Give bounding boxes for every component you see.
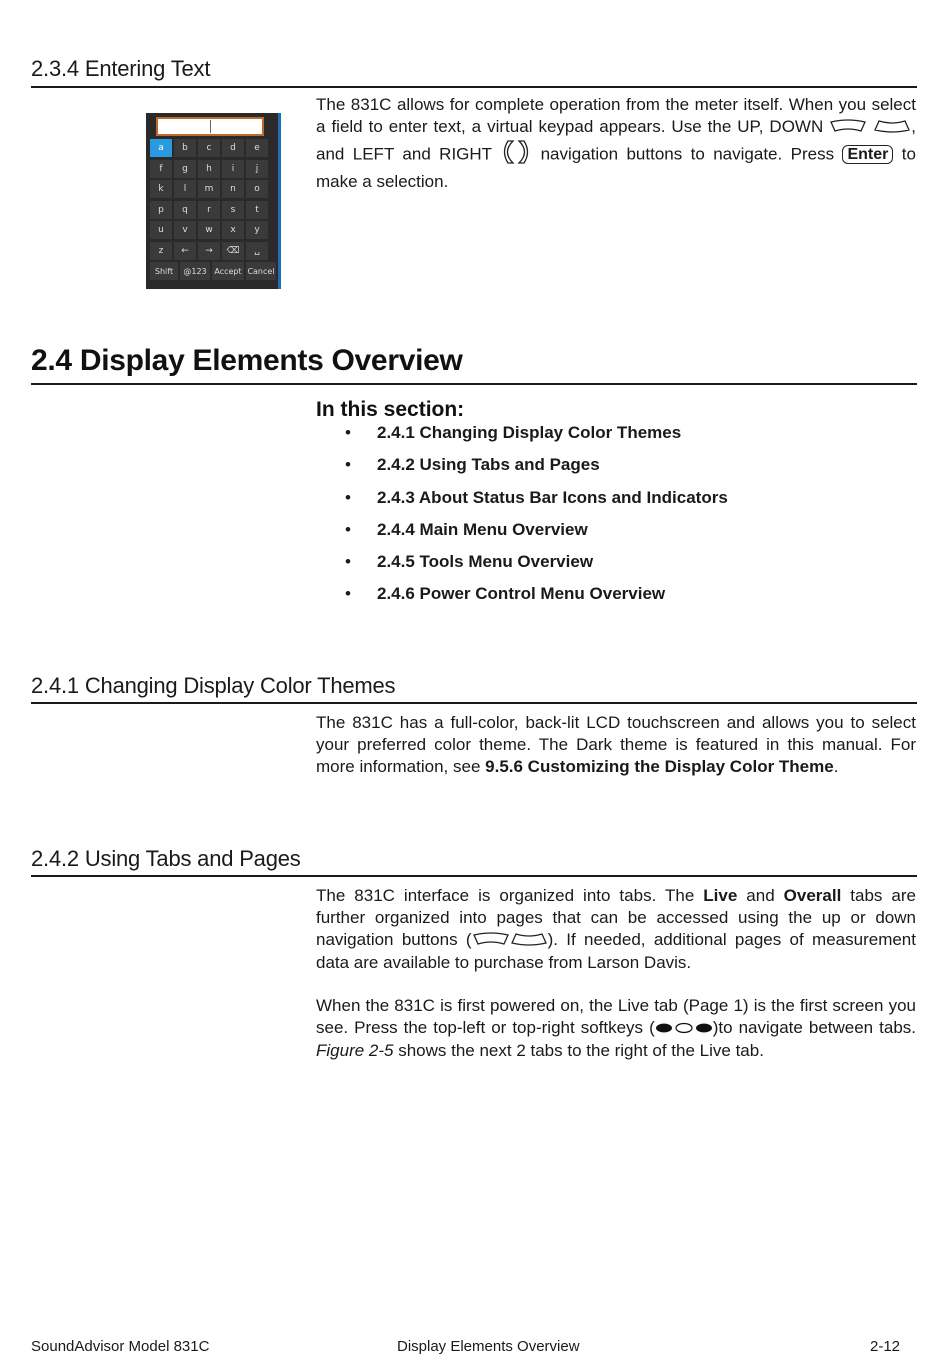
down-button-icon xyxy=(873,117,911,139)
keypad-text-field xyxy=(156,117,264,136)
section-heading-tabs-pages: 2.4.2 Using Tabs and Pages xyxy=(31,846,301,871)
text-cursor xyxy=(210,120,211,133)
toc-link-status-bar[interactable]: • 2.4.3 About Status Bar Icons and Indicators xyxy=(340,485,728,517)
virtual-keypad-image xyxy=(146,113,281,289)
keypad-key: n xyxy=(222,180,244,198)
para-text: The 831C has a full-color, back-lit LCD touchscreen and allows you to select your preferred color theme. The Dark theme is featured in this manual. For more information, see xyxy=(316,713,916,776)
keypad-key: ⌫ xyxy=(222,242,244,260)
keypad-bottom-row xyxy=(150,262,276,280)
keypad-key: b xyxy=(174,139,196,157)
keypad-key: g xyxy=(174,160,196,178)
keypad-key: k xyxy=(150,180,172,198)
keypad-key: z xyxy=(150,242,172,260)
keypad-key: f xyxy=(150,160,172,178)
toc-link-main-menu[interactable]: • 2.4.4 Main Menu Overview xyxy=(340,517,728,549)
para-text: . xyxy=(833,757,839,776)
keypad-key: o xyxy=(246,180,268,198)
keypad-key: ␣ xyxy=(246,242,268,260)
chapter-heading-display-elements: 2.4 Display Elements Overview xyxy=(31,344,463,377)
toc-link-tabs-pages[interactable]: • 2.4.2 Using Tabs and Pages xyxy=(340,452,728,484)
keypad-key: l xyxy=(174,180,196,198)
keypad-key: q xyxy=(174,201,196,219)
toc-link-color-themes[interactable]: • 2.4.1 Changing Display Color Themes xyxy=(340,420,728,452)
footer-product-name: SoundAdvisor Model 831C xyxy=(31,1338,210,1355)
keypad-row xyxy=(150,201,268,219)
cross-reference-link[interactable]: 9.5.6 Customizing the Display Color Theme xyxy=(485,757,834,776)
section-toc-list xyxy=(340,420,728,614)
para-text: to make a selection. xyxy=(316,144,916,191)
keypad-key: t xyxy=(246,201,268,219)
para-text: ). If needed, additional pages of measurement data are available to purchase from Larson Davis. xyxy=(316,930,916,972)
heading-rule xyxy=(31,702,917,704)
toc-title: In this section: xyxy=(316,398,465,421)
heading-rule xyxy=(31,383,917,385)
keypad-function-key: Shift xyxy=(150,262,178,280)
enter-key-icon: Enter xyxy=(842,145,893,164)
para-text: The 831C interface is organized into tabs. The xyxy=(316,886,704,905)
keypad-key: s xyxy=(222,201,244,219)
keypad-key: h xyxy=(198,160,220,178)
footer-section-title: Display Elements Overview xyxy=(397,1338,580,1355)
up-button-icon xyxy=(829,117,867,139)
keypad-key: u xyxy=(150,221,172,239)
heading-rule xyxy=(31,875,917,877)
keypad-function-key: @123 xyxy=(180,262,210,280)
keypad-key: j xyxy=(246,160,268,178)
right-button-icon xyxy=(516,139,532,171)
tabs-pages-paragraph-2 xyxy=(316,995,916,1062)
keypad-key: x xyxy=(222,221,244,239)
softkeys-icon xyxy=(655,1018,713,1040)
keypad-row xyxy=(150,242,268,260)
keypad-key: r xyxy=(198,201,220,219)
keypad-function-key: Accept xyxy=(212,262,244,280)
keypad-key: y xyxy=(246,221,268,239)
heading-rule xyxy=(31,86,917,88)
para-text: )to navigate between tabs. xyxy=(712,1018,916,1037)
keypad-key: m xyxy=(198,180,220,198)
para-text: , and LEFT and RIGHT xyxy=(316,117,916,163)
toc-link-power-control[interactable]: • 2.4.6 Power Control Menu Overview xyxy=(340,581,728,613)
up-button-icon xyxy=(472,930,510,952)
para-text: and xyxy=(737,886,784,905)
keypad-key: p xyxy=(150,201,172,219)
down-button-icon xyxy=(510,930,548,952)
para-text: tabs are further organized into pages that can be accessed using the up or down navigation buttons ( xyxy=(316,886,916,949)
overall-tab-term: Overall xyxy=(783,886,842,905)
live-tab-term: Live xyxy=(703,886,738,905)
keypad-row xyxy=(150,221,268,239)
section-heading-color-themes: 2.4.1 Changing Display Color Themes xyxy=(31,673,396,698)
section-heading-entering-text: 2.3.4 Entering Text xyxy=(31,56,211,81)
color-themes-paragraph xyxy=(316,712,916,778)
para-text: The 831C allows for complete operation from the meter itself. When you select a field to enter text, a virtual keypad appears. Use the UP, DOWN xyxy=(316,95,916,136)
keypad-key: d xyxy=(222,139,244,157)
figure-reference[interactable]: Figure 2-5 xyxy=(316,1040,394,1060)
keypad-row xyxy=(150,139,268,157)
left-button-icon xyxy=(500,139,516,171)
keypad-key: v xyxy=(174,221,196,239)
keypad-key: c xyxy=(198,139,220,157)
keypad-row xyxy=(150,180,268,198)
para-text: shows the next 2 tabs to the right of the Live tab. xyxy=(393,1040,764,1060)
keypad-key: e xyxy=(246,139,268,157)
keypad-key: → xyxy=(198,242,220,260)
keypad-function-key: Cancel xyxy=(246,262,276,280)
keypad-key: i xyxy=(222,160,244,178)
entering-text-paragraph xyxy=(316,94,916,193)
keypad-key: w xyxy=(198,221,220,239)
para-text: When the 831C is first powered on, the Live tab (Page 1) is the first screen you see. Press the top-left or top-right softkeys ( xyxy=(316,996,916,1037)
keypad-key: ← xyxy=(174,242,196,260)
footer-page-number: 2-12 xyxy=(870,1338,901,1355)
toc-link-tools-menu[interactable]: • 2.4.5 Tools Menu Overview xyxy=(340,549,728,581)
para-text: navigation buttons to navigate. Press xyxy=(540,144,835,163)
keypad-row xyxy=(150,160,268,178)
keypad-key: a xyxy=(150,139,172,157)
tabs-pages-paragraph-1 xyxy=(316,885,916,974)
